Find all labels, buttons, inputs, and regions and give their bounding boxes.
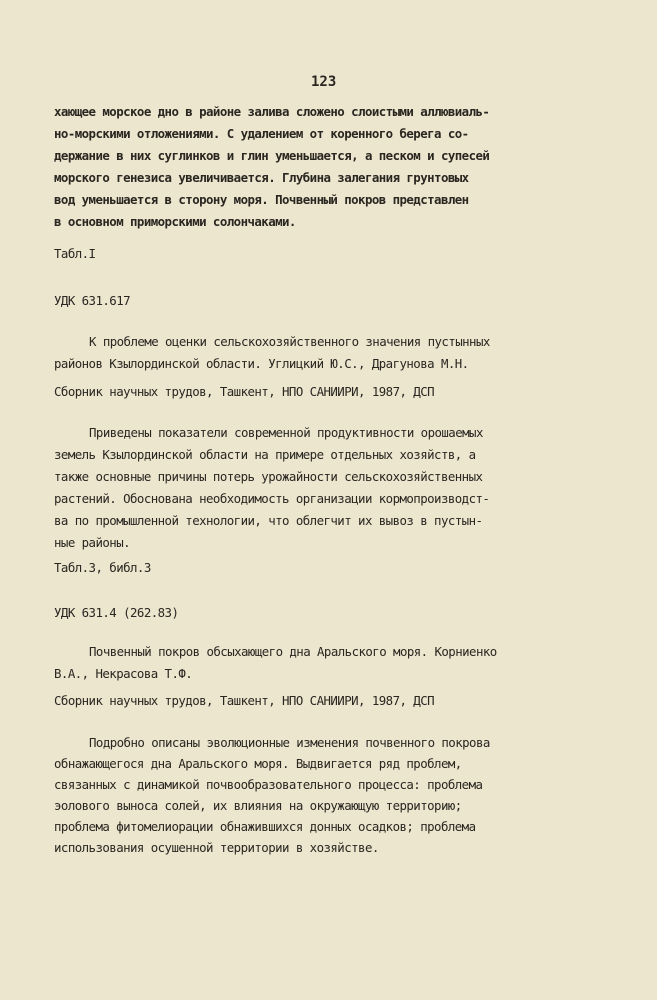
- entry-source: Сборник научных трудов, Ташкент, НПО САНИИРИ, 1987, ДСП: [54, 384, 435, 399]
- abstract-line: связанных с динамикой почвообразовательного процесса: проблема: [54, 777, 483, 792]
- entry-title-line: Почвенный покров обсыхающего дна Аральского моря. Корниенко: [89, 644, 497, 659]
- intro-line: хающее морское дно в районе залива сложено слоистыми аллювиаль-: [54, 104, 490, 119]
- entry-title-line: В.А., Некрасова Т.Ф.: [54, 666, 193, 681]
- entry-refs: Табл.3, библ.3: [54, 560, 151, 575]
- abstract-line: обнажающегося дна Аральского моря. Выдвигается ряд проблем,: [54, 756, 462, 771]
- intro-line: держание в них суглинков и глин уменьшается, а песком и супесей: [54, 148, 490, 163]
- entry-title-line: районов Кзылординской области. Углицкий Ю.С., Драгунова М.Н.: [54, 356, 469, 371]
- abstract-line: земель Кзылординской области на примере отдельных хозяйств, а: [54, 447, 476, 462]
- page-number: 123: [311, 74, 337, 90]
- abstract-line: ва по промышленной технологии, что облегчит их вывоз в пустын-: [54, 513, 483, 528]
- intro-line: но-морскими отложениями. С удалением от коренного берега со-: [54, 126, 469, 141]
- intro-line: морского генезиса увеличивается. Глубина залегания грунтовых: [54, 170, 469, 185]
- entry-source: Сборник научных трудов, Ташкент, НПО САНИИРИ, 1987, ДСП: [54, 693, 435, 708]
- abstract-line: Приведены показатели современной продуктивности орошаемых: [89, 425, 483, 440]
- intro-table-ref: Табл.I: [54, 246, 96, 261]
- abstract-line: проблема фитомелиорации обнажившихся донных осадков; проблема: [54, 819, 476, 834]
- udk-code: УДК 631.617: [54, 293, 131, 308]
- abstract-line: ные районы.: [54, 535, 131, 550]
- abstract-line: Подробно описаны эволюционные изменения почвенного покрова: [89, 735, 490, 750]
- abstract-line: растений. Обоснована необходимость организации кормопроизводст-: [54, 491, 490, 506]
- udk-code: УДК 631.4 (262.83): [54, 605, 179, 620]
- abstract-line: эолового выноса солей, их влияния на окружающую территорию;: [54, 798, 462, 813]
- abstract-line: использования осушенной территории в хозяйстве.: [54, 840, 379, 855]
- intro-line: вод уменьшается в сторону моря. Почвенный покров представлен: [54, 192, 469, 207]
- intro-line: в основном приморскими солончаками.: [54, 214, 296, 229]
- entry-title-line: К проблеме оценки сельскохозяйственного значения пустынных: [89, 334, 490, 349]
- abstract-line: также основные причины потерь урожайности сельскохозяйственных: [54, 469, 483, 484]
